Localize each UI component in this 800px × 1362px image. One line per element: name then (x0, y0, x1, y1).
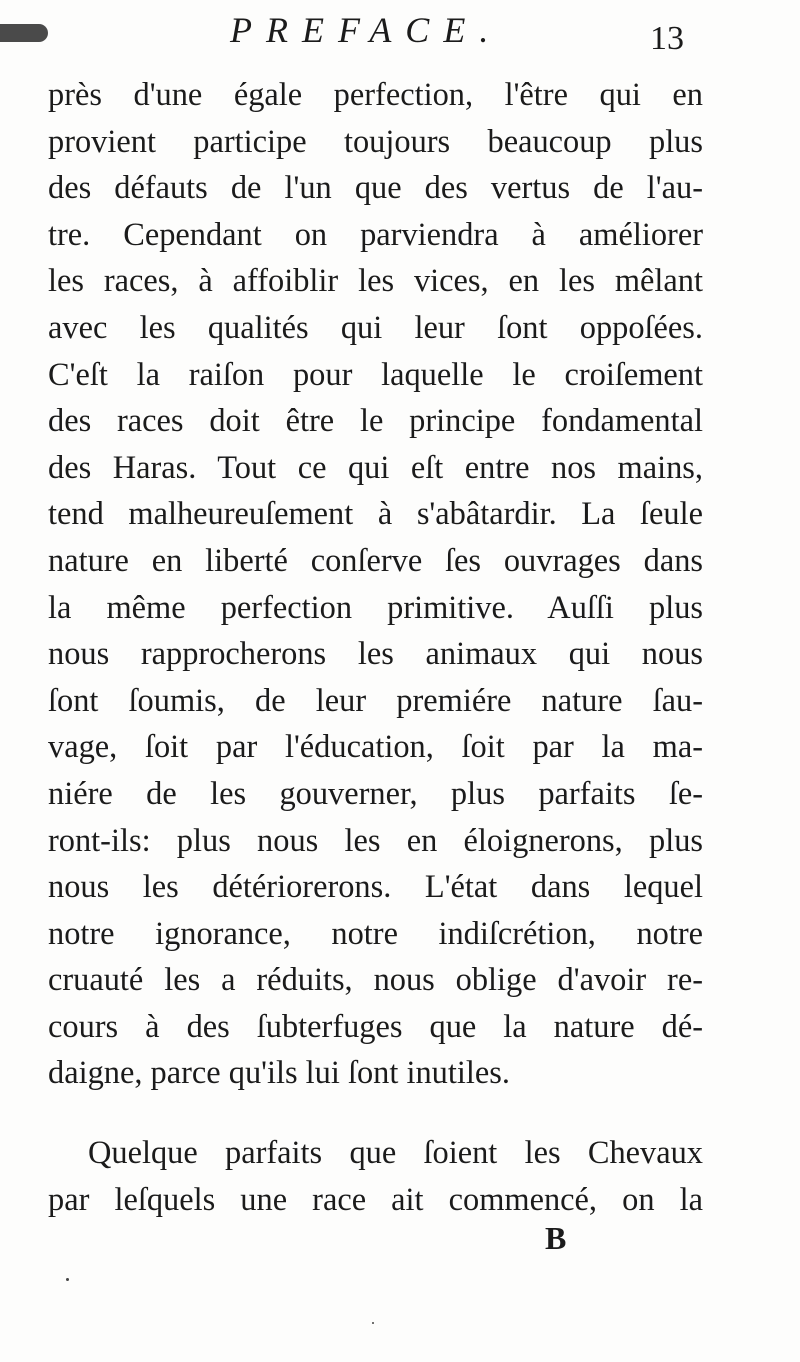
text-line: nous les détériorerons. L'état dans lequel (48, 869, 703, 906)
text-line: par leſquels une race ait commencé, on la (48, 1181, 703, 1218)
running-head: PREFACE. (230, 10, 503, 50)
text-line: les races, à affoiblir les vices, en les mêlant (48, 263, 703, 300)
paragraph-1 (48, 72, 703, 1097)
text-line: notre ignorance, notre indiſcrétion, notre (48, 915, 703, 952)
paper-speck (66, 1278, 69, 1281)
text-line: vage, ſoit par l'éducation, ſoit par la ma- (48, 729, 703, 766)
text-line: tend malheureuſement à s'abâtardir. La ſeule (48, 496, 703, 533)
text-line: des défauts de l'un que des vertus de l'au- (48, 170, 703, 207)
text-line: des races doit être le principe fondamental (48, 403, 703, 440)
page-edge-mark (0, 24, 48, 42)
text-line: près d'une égale perfection, l'être qui en (48, 77, 703, 113)
page-number: 13 (650, 20, 684, 57)
text-line: niére de les gouverner, plus parfaits ſe- (48, 775, 703, 812)
text-line: la même perfection primitive. Auſſi plus (48, 589, 703, 626)
paragraph-2 (48, 1130, 703, 1223)
paper-speck (372, 1322, 374, 1324)
text-line: nous rapprocherons les animaux qui nous (48, 636, 703, 673)
text-line: ront-ils: plus nous les en éloignerons, plus (48, 822, 703, 859)
text-line: Quelque parfaits que ſoient les Chevaux (88, 1135, 703, 1171)
text-line: provient participe toujours beaucoup plus (48, 123, 703, 160)
signature-mark: B (545, 1220, 567, 1256)
text-line: nature en liberté conſerve ſes ouvrages dans (48, 542, 703, 579)
text-line: cruauté les a réduits, nous oblige d'avoir re- (48, 962, 703, 999)
text-line: ſont ſoumis, de leur premiére nature ſau- (48, 682, 703, 719)
text-line: daigne, parce qu'ils lui ſont inutiles. (48, 1055, 510, 1092)
text-line: C'eſt la raiſon pour laquelle le croiſement (48, 356, 703, 393)
text-line: avec les qualités qui leur ſont oppoſées. (48, 309, 703, 346)
text-line: tre. Cependant on parviendra à améliorer (48, 216, 703, 253)
text-line: cours à des ſubterfuges que la nature dé- (48, 1008, 703, 1045)
text-line: des Haras. Tout ce qui eſt entre nos mains, (48, 449, 703, 486)
